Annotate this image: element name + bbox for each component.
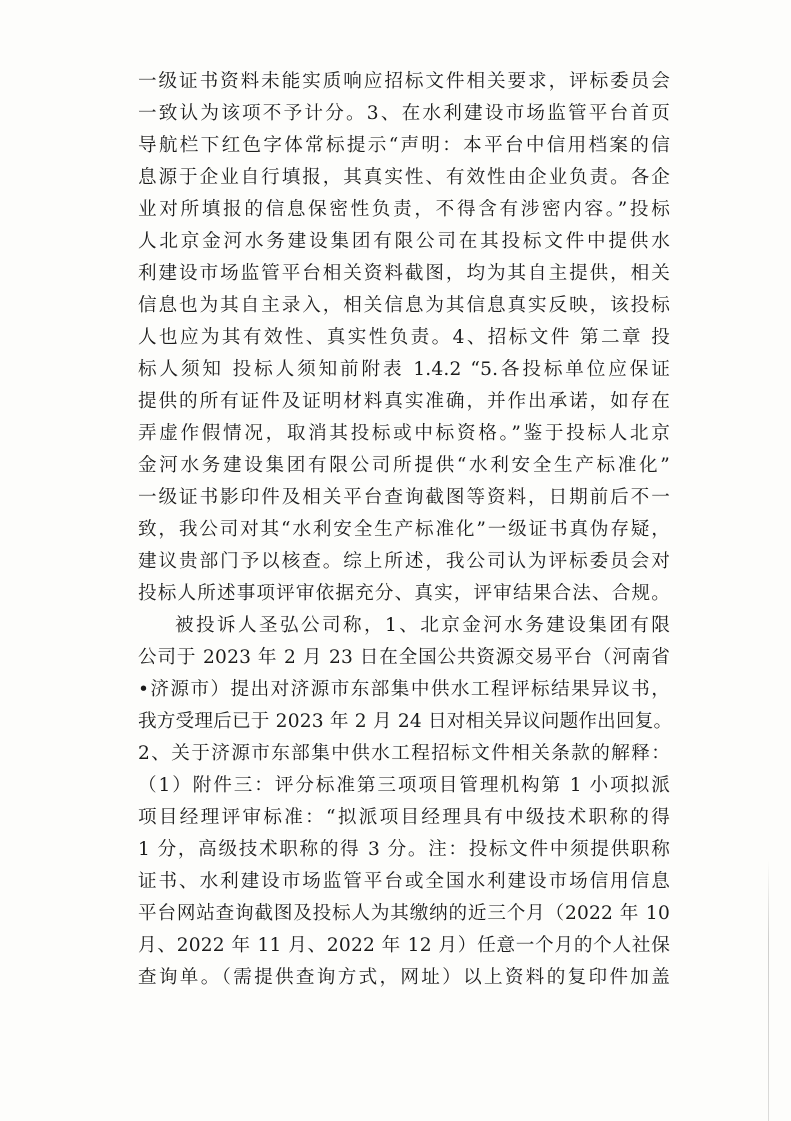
text-line: 人北京金河水务建设集团有限公司在其投标文件中提供水 bbox=[138, 231, 670, 252]
text-line: 一级证书资料未能实质响应招标文件相关要求，评标委员会 bbox=[138, 71, 670, 92]
text-line: 业对所填报的信息保密性负责，不得含有涉密内容。”投标 bbox=[138, 199, 670, 220]
text-line: 1 分，高级技术职称的得 3 分。注：投标文件中须提供职称 bbox=[138, 839, 670, 860]
document-body bbox=[138, 66, 673, 994]
text-line: 我方受理后已于 2023 年 2 月 24 日对相关异议问题作出回复。 bbox=[138, 711, 673, 732]
text-line: 导航栏下红色字体常标提示“声明：本平台中信用档案的信 bbox=[138, 135, 670, 156]
scan-edge-shadow bbox=[768, 860, 769, 1121]
text-line: 息源于企业自行填报，其真实性、有效性由企业负责。各企 bbox=[138, 167, 670, 188]
text-line: 投标人所述事项评审依据充分、真实，评审结果合法、合规。 bbox=[138, 583, 670, 604]
text-line: 人也应为其有效性、真实性负责。4、招标文件 第二章 投 bbox=[138, 327, 670, 348]
text-line: 标人须知 投标人须知前附表 1.4.2 “5.各投标单位应保证 bbox=[138, 359, 670, 380]
text-line: 弄虚作假情况，取消其投标或中标资格。”鉴于投标人北京 bbox=[138, 423, 670, 444]
text-line: 证书、水利建设市场监管平台或全国水利建设市场信用信息 bbox=[138, 871, 670, 892]
text-line: 提供的所有证件及证明材料真实准确，并作出承诺，如存在 bbox=[138, 391, 670, 412]
text-line: 信息也为其自主录入，相关信息为其信息真实反映，该投标 bbox=[138, 295, 670, 316]
text-line: 项目经理评审标准：“拟派项目经理具有中级技术职称的得 bbox=[138, 807, 670, 828]
text-line: 月、2022 年 11 月、2022 年 12 月）任意一个月的个人社保 bbox=[138, 935, 670, 956]
text-line: 一级证书影印件及相关平台查询截图等资料，日期前后不一 bbox=[138, 487, 670, 508]
text-line: 金河水务建设集团有限公司所提供“水利安全生产标准化” bbox=[138, 455, 670, 476]
text-line: 公司于 2023 年 2 月 23 日在全国公共资源交易平台（河南省 bbox=[138, 647, 670, 668]
text-line: 一致认为该项不予计分。3、在水利建设市场监管平台首页 bbox=[138, 103, 670, 124]
text-line: 2、关于济源市东部集中供水工程招标文件相关条款的解释： bbox=[138, 743, 670, 764]
text-line: （1）附件三：评分标准第三项项目管理机构第 1 小项拟派 bbox=[138, 775, 670, 796]
text-line: •济源市）提出对济源市东部集中供水工程评标结果异议书， bbox=[138, 679, 670, 700]
paragraph-first-line: 被投诉人圣弘公司称，1、北京金河水务建设集团有限 bbox=[175, 615, 670, 636]
text-line: 致，我公司对其“水利安全生产标准化”一级证书真伪存疑， bbox=[138, 519, 670, 540]
text-line: 查询单。（需提供查询方式，网址）以上资料的复印件加盖 bbox=[138, 967, 670, 988]
text-line: 平台网站查询截图及投标人为其缴纳的近三个月（2022 年 10 bbox=[138, 903, 670, 924]
text-line: 利建设市场监管平台相关资料截图，均为其自主提供，相关 bbox=[138, 263, 670, 284]
text-line: 建议贵部门予以核查。综上所述，我公司认为评标委员会对 bbox=[138, 551, 670, 572]
